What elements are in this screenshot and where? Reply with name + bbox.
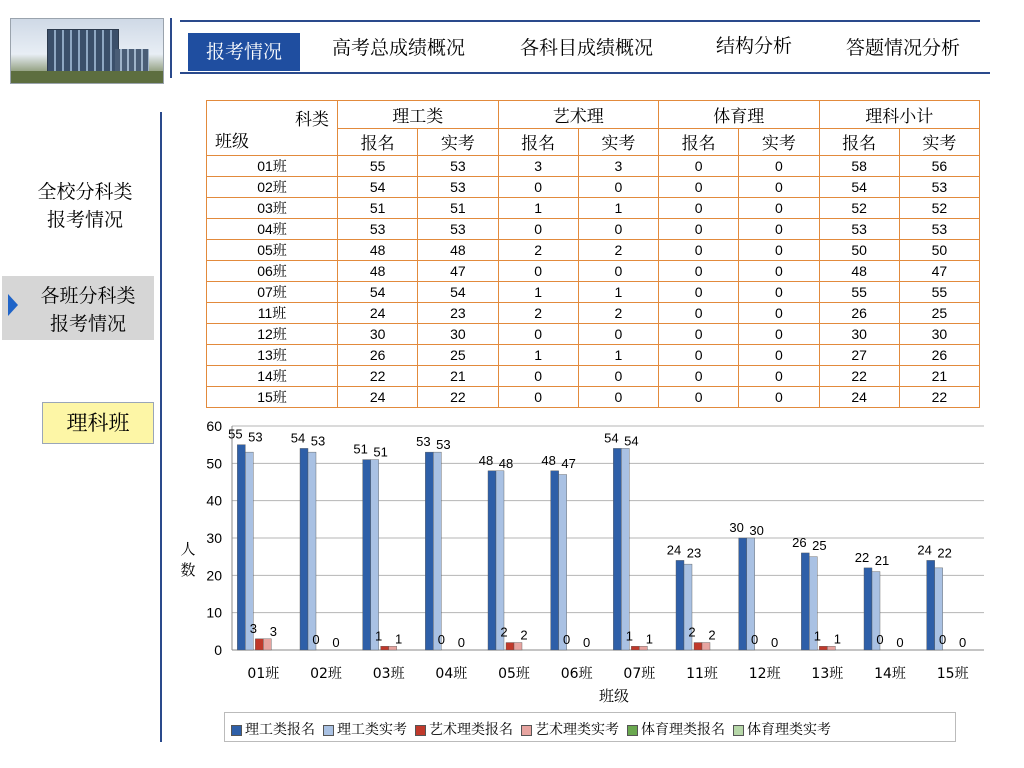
bar (551, 471, 559, 650)
value-cell: 0 (739, 240, 819, 261)
data-label: 22 (854, 549, 870, 565)
subheader-cell: 报名 (659, 128, 739, 156)
value-cell: 55 (899, 282, 979, 303)
data-label: 0 (457, 635, 465, 650)
bar (237, 445, 245, 650)
value-cell: 1 (578, 198, 658, 219)
x-tick-label: 07班 (623, 666, 656, 682)
bar (488, 471, 496, 650)
data-label: 54 (624, 433, 639, 449)
data-label: 0 (583, 635, 591, 650)
table-row (207, 324, 980, 345)
legend-item (627, 719, 725, 739)
subheader-cell: 报名 (338, 128, 418, 156)
x-tick-label: 03班 (372, 666, 405, 682)
value-cell: 54 (819, 177, 899, 198)
bar (702, 643, 710, 650)
data-label: 0 (563, 632, 571, 647)
value-cell: 0 (739, 387, 819, 408)
caret-right-icon (8, 294, 18, 316)
bar (927, 560, 935, 650)
value-cell: 53 (338, 219, 418, 240)
legend-label: 艺术理类实考 (535, 722, 619, 738)
bar (308, 452, 316, 650)
value-cell: 48 (819, 261, 899, 282)
table-row (207, 345, 980, 366)
value-cell: 58 (819, 156, 899, 177)
table-header-row (207, 101, 980, 129)
bar (559, 475, 567, 650)
table-corner-cell (207, 101, 338, 156)
class-cell: 07班 (207, 282, 338, 303)
data-label: 2 (500, 624, 508, 640)
value-cell: 1 (578, 345, 658, 366)
data-label: 47 (561, 455, 576, 471)
x-tick-label: 05班 (498, 666, 530, 682)
class-cell: 06班 (207, 261, 338, 282)
data-label: 0 (332, 635, 340, 650)
x-tick-label: 11班 (686, 666, 718, 682)
group-header: 理科小计 (819, 101, 980, 129)
y-tick-label: 60 (206, 418, 222, 434)
table-row (207, 282, 980, 303)
bar (425, 452, 433, 650)
bar (631, 646, 639, 650)
y-tick-label: 50 (206, 455, 222, 472)
header-bottom-rule (180, 72, 990, 74)
data-label: 53 (436, 437, 451, 453)
value-cell: 26 (819, 303, 899, 324)
subheader-cell: 报名 (819, 128, 899, 156)
data-label: 55 (228, 426, 243, 442)
data-label: 1 (625, 628, 633, 644)
legend-swatch (521, 725, 532, 736)
data-label: 0 (771, 635, 779, 650)
value-cell: 48 (418, 240, 498, 261)
value-cell: 0 (498, 324, 578, 345)
data-label: 48 (541, 452, 556, 468)
value-cell: 0 (739, 261, 819, 282)
table-row (207, 387, 980, 408)
subheader-cell: 实考 (578, 128, 658, 156)
value-cell: 0 (498, 366, 578, 387)
value-cell: 55 (819, 282, 899, 303)
x-tick-label: 15班 (936, 666, 969, 682)
data-label: 2 (688, 624, 696, 640)
value-cell: 53 (899, 177, 979, 198)
subheader-cell: 报名 (498, 128, 578, 156)
data-label: 2 (708, 627, 716, 643)
value-cell: 21 (899, 366, 979, 387)
legend-swatch (323, 725, 334, 736)
value-cell: 51 (338, 198, 418, 219)
data-label: 26 (792, 534, 807, 550)
data-label: 1 (395, 631, 403, 647)
data-label: 1 (375, 628, 383, 644)
data-label: 3 (249, 620, 257, 636)
science-class-button[interactable]: 理科班 (42, 402, 154, 444)
value-cell: 0 (739, 366, 819, 387)
y-tick-label: 30 (206, 530, 222, 546)
value-cell: 0 (739, 198, 819, 219)
legend-item (733, 719, 831, 739)
table-row (207, 366, 980, 387)
ground-image (11, 71, 163, 83)
data-label: 24 (917, 542, 932, 558)
value-cell: 30 (418, 324, 498, 345)
value-cell: 25 (418, 345, 498, 366)
building-image (47, 29, 119, 75)
legend-item (521, 719, 619, 739)
value-cell: 51 (418, 198, 498, 219)
data-label: 23 (686, 545, 702, 561)
y-tick-label: 20 (206, 567, 222, 584)
bar (263, 639, 271, 650)
value-cell: 0 (739, 324, 819, 345)
bar (514, 643, 522, 650)
data-label: 2 (520, 627, 528, 643)
legend-swatch (231, 725, 242, 736)
value-cell: 0 (739, 219, 819, 240)
legend-item (323, 719, 407, 739)
data-label: 48 (498, 455, 514, 471)
data-label: 51 (373, 444, 388, 460)
table-row (207, 219, 980, 240)
value-cell: 0 (739, 282, 819, 303)
bar (801, 553, 809, 650)
value-cell: 0 (578, 261, 658, 282)
data-label: 21 (874, 552, 890, 568)
value-cell: 0 (659, 177, 739, 198)
class-cell: 11班 (207, 303, 338, 324)
data-label: 0 (939, 632, 947, 647)
data-label: 51 (353, 441, 368, 457)
class-cell: 14班 (207, 366, 338, 387)
bar (506, 643, 514, 650)
value-cell: 53 (899, 219, 979, 240)
school-building-logo (10, 18, 164, 84)
group-header: 艺术理 (498, 101, 659, 129)
registration-table (206, 100, 980, 408)
data-label: 22 (937, 545, 952, 561)
value-cell: 0 (498, 387, 578, 408)
table-row (207, 177, 980, 198)
class-cell: 12班 (207, 324, 338, 345)
value-cell: 0 (659, 198, 739, 219)
data-label: 1 (645, 631, 653, 647)
y-tick-label: 10 (206, 604, 222, 621)
legend-label: 艺术理类报名 (429, 722, 513, 738)
value-cell: 52 (899, 198, 979, 219)
legend-label: 理工类实考 (337, 722, 407, 738)
x-axis-label: 班级 (598, 687, 630, 705)
group-header: 体育理 (659, 101, 820, 129)
x-tick-label: 12班 (748, 666, 781, 682)
value-cell: 1 (578, 282, 658, 303)
value-cell: 26 (899, 345, 979, 366)
bar (371, 460, 379, 650)
group-header: 理工类 (338, 101, 499, 129)
data-label: 1 (813, 628, 821, 644)
y-tick-label: 0 (214, 642, 222, 658)
y-tick-label: 40 (206, 492, 222, 509)
data-label: 30 (729, 520, 744, 535)
value-cell: 24 (819, 387, 899, 408)
value-cell: 30 (338, 324, 418, 345)
table-row (207, 198, 980, 219)
class-cell: 05班 (207, 240, 338, 261)
data-label: 53 (416, 434, 431, 450)
value-cell: 48 (338, 261, 418, 282)
data-label: 54 (604, 430, 619, 446)
value-cell: 55 (338, 156, 418, 177)
bar (739, 538, 747, 650)
x-tick-label: 14班 (874, 666, 906, 682)
value-cell: 21 (418, 366, 498, 387)
legend-item (415, 719, 513, 739)
legend-label: 理工类报名 (245, 722, 315, 738)
bar (613, 448, 621, 650)
value-cell: 24 (338, 303, 418, 324)
class-cell: 13班 (207, 345, 338, 366)
bar (621, 448, 629, 650)
legend-label: 体育理类实考 (747, 722, 831, 738)
value-cell: 0 (659, 156, 739, 177)
tab-subject-score-overview[interactable]: 各科目成绩概况 (520, 37, 654, 59)
value-cell: 53 (418, 177, 498, 198)
x-tick-label: 06班 (560, 666, 593, 682)
bar (300, 448, 308, 650)
sidebar-divider (160, 112, 162, 742)
class-cell: 15班 (207, 387, 338, 408)
header-divider (170, 18, 172, 78)
value-cell: 0 (659, 366, 739, 387)
value-cell: 54 (338, 282, 418, 303)
table-row (207, 303, 980, 324)
value-cell: 0 (739, 345, 819, 366)
value-cell: 0 (659, 324, 739, 345)
value-cell: 0 (659, 219, 739, 240)
value-cell: 0 (659, 387, 739, 408)
value-cell: 0 (659, 240, 739, 261)
value-cell: 50 (819, 240, 899, 261)
bar (827, 646, 835, 650)
class-cell: 01班 (207, 156, 338, 177)
bar (676, 560, 684, 650)
value-cell: 0 (578, 219, 658, 240)
tab-structure-analysis[interactable]: 结构分析 (716, 35, 793, 57)
value-cell: 0 (659, 303, 739, 324)
data-label: 0 (896, 635, 904, 650)
value-cell: 48 (338, 240, 418, 261)
subheader-cell: 实考 (418, 128, 498, 156)
bar (433, 452, 441, 650)
value-cell: 0 (659, 345, 739, 366)
value-cell: 1 (498, 282, 578, 303)
value-cell: 30 (899, 324, 979, 345)
subheader-cell: 实考 (899, 128, 979, 156)
y-axis-label: 数 (180, 561, 196, 579)
value-cell: 0 (739, 177, 819, 198)
tab-registration[interactable]: 报考情况 (188, 33, 300, 71)
data-label: 24 (666, 542, 682, 558)
value-cell: 0 (498, 219, 578, 240)
x-tick-label: 02班 (310, 666, 342, 682)
bar (363, 460, 371, 650)
building-annex-image (115, 49, 149, 73)
table-row (207, 156, 980, 177)
value-cell: 2 (498, 240, 578, 261)
bar (389, 646, 397, 650)
value-cell: 0 (659, 261, 739, 282)
class-cell: 04班 (207, 219, 338, 240)
table-row (207, 261, 980, 282)
data-label: 53 (310, 433, 326, 449)
chart-legend (224, 712, 956, 742)
legend-swatch (733, 725, 744, 736)
value-cell: 22 (899, 387, 979, 408)
sidebar-item-label: 各班分科类 报考情况 (40, 285, 136, 335)
value-cell: 24 (338, 387, 418, 408)
value-cell: 30 (819, 324, 899, 345)
value-cell: 52 (819, 198, 899, 219)
value-cell: 25 (899, 303, 979, 324)
value-cell: 54 (338, 177, 418, 198)
sidebar-item-class-registration[interactable] (2, 276, 154, 340)
value-cell: 23 (418, 303, 498, 324)
value-cell: 47 (418, 261, 498, 282)
tab-answer-analysis[interactable]: 答题情况分析 (846, 37, 961, 59)
value-cell: 22 (338, 366, 418, 387)
corner-category-label: 科类 (295, 110, 329, 129)
y-axis-label: 人 (180, 540, 196, 558)
bar (381, 646, 389, 650)
data-label: 54 (290, 430, 306, 446)
value-cell: 0 (578, 324, 658, 345)
bar (639, 646, 647, 650)
value-cell: 2 (578, 303, 658, 324)
x-tick-label: 13班 (811, 666, 844, 682)
value-cell: 50 (899, 240, 979, 261)
bar (496, 471, 504, 650)
value-cell: 3 (578, 156, 658, 177)
value-cell: 3 (498, 156, 578, 177)
value-cell: 0 (578, 387, 658, 408)
subheader-cell: 实考 (739, 128, 819, 156)
value-cell: 0 (659, 282, 739, 303)
data-label: 0 (437, 632, 445, 647)
bar (694, 643, 702, 650)
value-cell: 1 (498, 198, 578, 219)
value-cell: 27 (819, 345, 899, 366)
legend-swatch (415, 725, 426, 736)
value-cell: 22 (418, 387, 498, 408)
value-cell: 56 (899, 156, 979, 177)
data-label: 30 (749, 523, 764, 538)
value-cell: 54 (418, 282, 498, 303)
value-cell: 0 (578, 366, 658, 387)
bar (864, 568, 872, 650)
class-cell: 02班 (207, 177, 338, 198)
value-cell: 0 (739, 303, 819, 324)
value-cell: 0 (498, 177, 578, 198)
value-cell: 2 (578, 240, 658, 261)
data-label: 3 (269, 623, 277, 639)
data-label: 0 (312, 632, 320, 647)
data-label: 25 (812, 537, 827, 553)
x-tick-label: 01班 (247, 666, 280, 682)
data-label: 53 (248, 429, 263, 445)
tab-total-score-overview[interactable]: 高考总成绩概况 (332, 37, 466, 59)
value-cell: 0 (498, 261, 578, 282)
x-tick-label: 04班 (435, 666, 468, 682)
value-cell: 53 (819, 219, 899, 240)
corner-class-label: 班级 (215, 132, 249, 151)
sidebar-item-school-registration[interactable] (20, 178, 150, 234)
value-cell: 1 (498, 345, 578, 366)
value-cell: 0 (739, 156, 819, 177)
bar (819, 646, 827, 650)
data-label: 0 (751, 632, 759, 647)
value-cell: 0 (578, 177, 658, 198)
bar (255, 639, 263, 650)
table-row (207, 240, 980, 261)
legend-item (231, 719, 315, 739)
class-cell: 03班 (207, 198, 338, 219)
value-cell: 53 (418, 219, 498, 240)
data-label: 48 (478, 452, 494, 468)
data-label: 1 (833, 631, 841, 647)
value-cell: 47 (899, 261, 979, 282)
header-top-rule (180, 20, 980, 22)
data-label: 0 (876, 632, 884, 647)
legend-swatch (627, 725, 638, 736)
legend-label: 体育理类报名 (641, 722, 725, 738)
value-cell: 53 (418, 156, 498, 177)
value-cell: 22 (819, 366, 899, 387)
data-label: 0 (959, 635, 967, 650)
value-cell: 26 (338, 345, 418, 366)
value-cell: 2 (498, 303, 578, 324)
sidebar-item-label: 全校分科类 报考情况 (37, 181, 133, 231)
